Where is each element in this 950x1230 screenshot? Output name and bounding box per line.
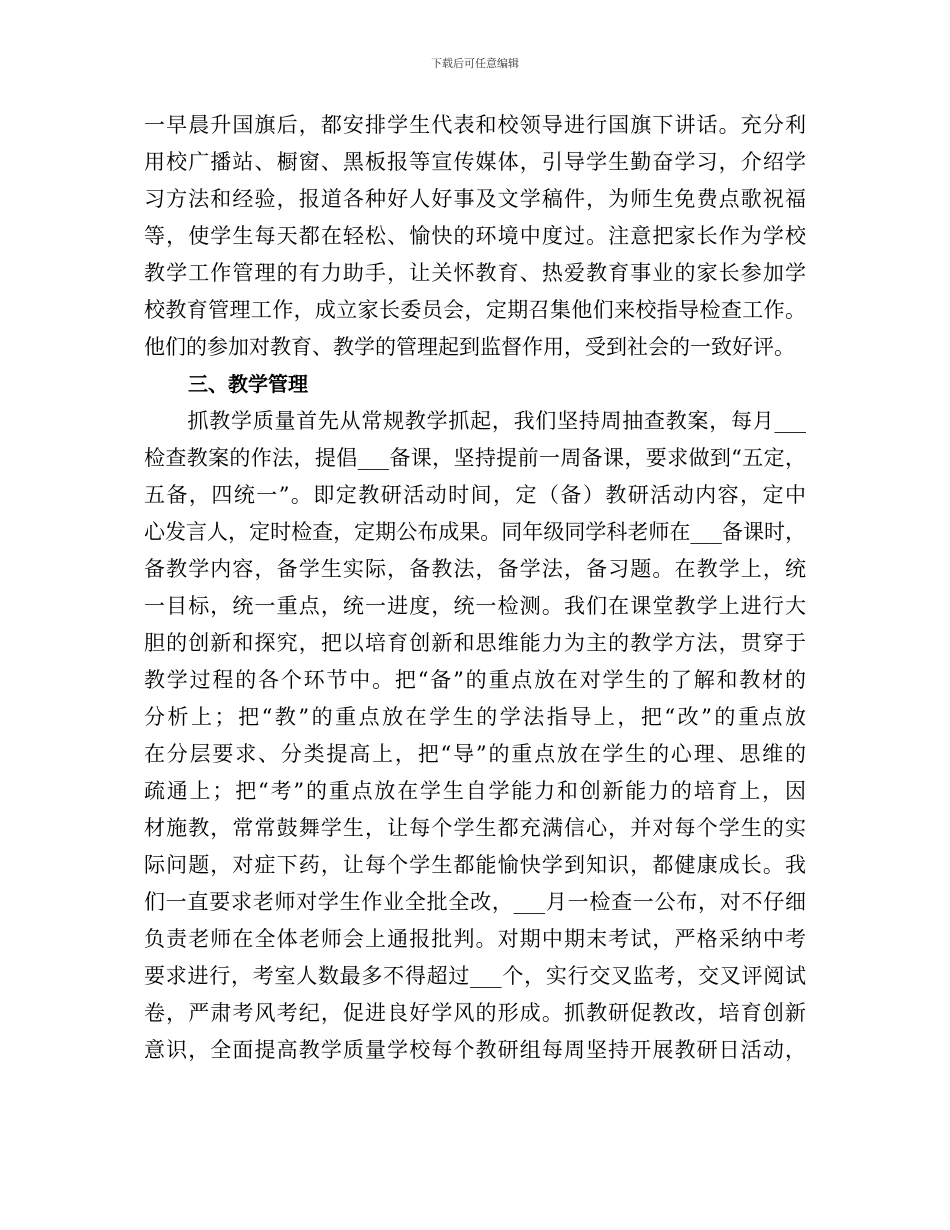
text-line: 等，使学生每天都在轻松、愉快的环境中度过。注意把家长作为学校 xyxy=(144,224,806,248)
text-line: 抓教学质量首先从常规教学抓起，我们坚持周抽查教案，每月___ xyxy=(144,409,806,433)
text-line: 一早晨升国旗后，都安排学生代表和校领导进行国旗下讲话。充分利 xyxy=(144,113,806,137)
text-line: 分析上；把“教”的重点放在学生的学法指导上，把“改”的重点放 xyxy=(144,705,806,729)
text-line: 负责老师在全体老师会上通报批判。对期中期末考试，严格采纳中考 xyxy=(144,927,806,951)
text-line: 意识，全面提高教学质量学校每个教研组每周坚持开展教研日活动， xyxy=(144,1038,806,1062)
paragraph-2 xyxy=(144,403,806,1069)
page-header-note: 下载后可任意编辑 xyxy=(431,57,519,70)
text-line: 五备，四统一”。即定教研活动时间，定（备）教研活动内容，定中 xyxy=(144,483,806,507)
text-line: 在分层要求、分类提高上，把“导”的重点放在学生的心理、思维的 xyxy=(144,742,806,766)
text-line: 教学过程的各个环节中。把“备”的重点放在对学生的了解和教材的 xyxy=(144,668,806,692)
text-line: 际问题，对症下药，让每个学生都能愉快学到知识，都健康成长。我 xyxy=(144,853,806,877)
text-line: 要求进行，考室人数最多不得超过___个，实行交叉监考，交叉评阅试 xyxy=(144,964,806,988)
section-heading: 三、教学管理 xyxy=(188,372,308,396)
document-body xyxy=(144,107,806,1069)
text-line: 习方法和经验，报道各种好人好事及文学稿件，为师生免费点歌祝福 xyxy=(144,187,806,211)
text-line: 心发言人，定时检查，定期公布成果。同年级同学科老师在___备课时， xyxy=(144,520,806,544)
text-line: 一目标，统一重点，统一进度，统一检测。我们在课堂教学上进行大 xyxy=(144,594,806,618)
text-line: 们一直要求老师对学生作业全批全改，___月一检查一公布，对不仔细 xyxy=(144,890,806,914)
paragraph-1 xyxy=(144,107,806,366)
text-line: 备教学内容，备学生实际，备教法，备学法，备习题。在教学上，统 xyxy=(144,557,806,581)
text-line: 卷，严肃考风考纪，促进良好学风的形成。抓教研促教改，培育创新 xyxy=(144,1001,806,1025)
text-line: 检查教案的作法，提倡___备课，坚持提前一周备课，要求做到“五定， xyxy=(144,446,806,470)
text-line: 他们的参加对教育、教学的管理起到监督作用，受到社会的一致好评。 xyxy=(144,335,795,359)
text-line: 校教育管理工作，成立家长委员会，定期召集他们来校指导检查工作。 xyxy=(144,298,806,322)
text-line: 用校广播站、橱窗、黑板报等宣传媒体，引导学生勤奋学习，介绍学 xyxy=(144,150,806,174)
text-line: 胆的创新和探究，把以培育创新和思维能力为主的教学方法，贯穿于 xyxy=(144,631,806,655)
text-line: 材施教，常常鼓舞学生，让每个学生都充满信心，并对每个学生的实 xyxy=(144,816,806,840)
text-line: 疏通上；把“考”的重点放在学生自学能力和创新能力的培育上，因 xyxy=(144,779,806,803)
text-line: 教学工作管理的有力助手，让关怀教育、热爱教育事业的家长参加学 xyxy=(144,261,806,285)
